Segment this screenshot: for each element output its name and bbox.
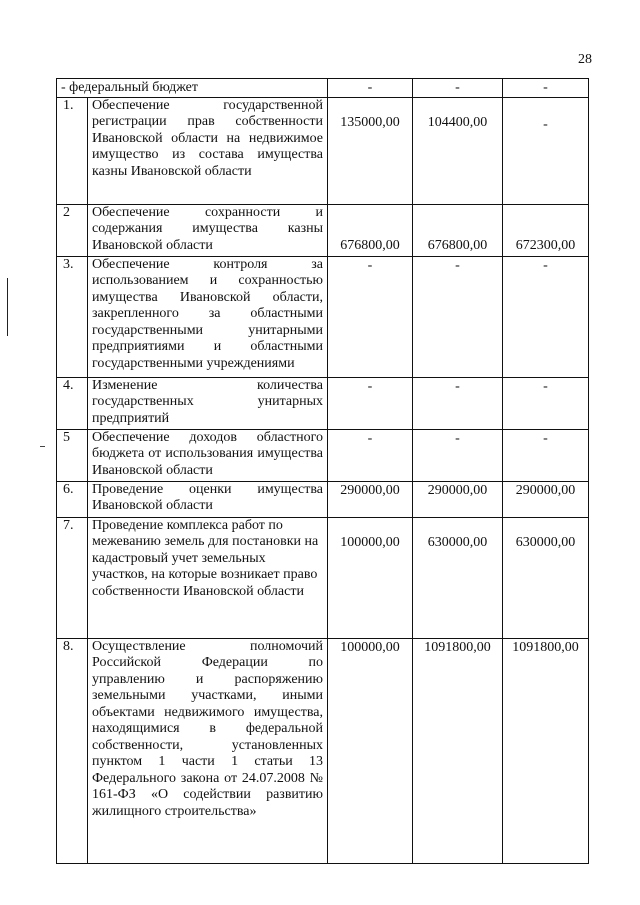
page-number: 28: [578, 52, 592, 67]
row-description: Проведение комплекса работ по межеванию земель для постановки на кадастровый учет земельных участков, на которые возникает право собственности Ивановской области: [88, 517, 328, 638]
row-number: 7.: [57, 517, 88, 638]
row-description: Обеспечение доходов областного бюджета от использования имущества Ивановской области: [88, 429, 328, 481]
cell-value-2: -: [413, 377, 503, 429]
row-description: Обеспечение сохранности и содержания имущества казны Ивановской области: [88, 204, 328, 256]
row-number: 3.: [57, 256, 88, 377]
table-row: [57, 481, 589, 517]
cell-value-3: 290000,00: [503, 481, 589, 517]
cell-value-2: 630000,00: [413, 517, 503, 638]
cell-value-2: 676800,00: [413, 204, 503, 256]
cell-value-2: -: [413, 79, 503, 98]
federal-budget-label: - федеральный бюджет: [57, 79, 328, 98]
row-description: Осуществление полномочий Российской Федерации по управлению и распоряжению земельными участками, иными объектами недвижимого имущества, находящимися в федеральной собственности, установленных пунктом 1 части 1 статьи 13 Федерального закона от 24.07.2008 № 161-ФЗ «О содействии развитию жилищного строительства»: [88, 638, 328, 863]
margin-dash: [40, 446, 45, 447]
row-description: Изменение количества государственных унитарных предприятий: [88, 377, 328, 429]
row-number: 8.: [57, 638, 88, 863]
cell-value-3: -: [503, 256, 589, 377]
cell-value-3: -: [503, 97, 589, 204]
table-row: [57, 377, 589, 429]
cell-value-3: 672300,00: [503, 204, 589, 256]
cell-value-1: -: [328, 429, 413, 481]
cell-value-3: -: [503, 79, 589, 98]
table-row: [57, 517, 589, 638]
cell-value-1: -: [328, 79, 413, 98]
row-number: 1.: [57, 97, 88, 204]
cell-value-1: 100000,00: [328, 638, 413, 863]
table-row: [57, 204, 589, 256]
row-description: Обеспечение контроля за использованием и сохранностью имущества Ивановской области, закрепленного за областными государственными унитарными предприятиями и областными государственными учреждениями: [88, 256, 328, 377]
cell-value-1: 100000,00: [328, 517, 413, 638]
cell-value-3: -: [503, 377, 589, 429]
table-row: [57, 97, 589, 204]
table-row: [57, 256, 589, 377]
row-number: 6.: [57, 481, 88, 517]
cell-value-2: 104400,00: [413, 97, 503, 204]
budget-table: [56, 78, 589, 864]
margin-mark: [7, 278, 8, 336]
cell-value-1: 290000,00: [328, 481, 413, 517]
cell-value-2: 290000,00: [413, 481, 503, 517]
table-row: [57, 429, 589, 481]
cell-value-2: 1091800,00: [413, 638, 503, 863]
row-number: 2: [57, 204, 88, 256]
row-number: 5: [57, 429, 88, 481]
cell-value-2: -: [413, 256, 503, 377]
row-description: Проведение оценки имущества Ивановской области: [88, 481, 328, 517]
cell-value-3: 1091800,00: [503, 638, 589, 863]
cell-value-3: 630000,00: [503, 517, 589, 638]
cell-value-1: 135000,00: [328, 97, 413, 204]
cell-value-3: -: [503, 429, 589, 481]
cell-value-1: -: [328, 256, 413, 377]
cell-value-1: 676800,00: [328, 204, 413, 256]
cell-value-2: -: [413, 429, 503, 481]
cell-value-1: -: [328, 377, 413, 429]
row-description: Обеспечение государственной регистрации прав собственности Ивановской области на недвижимое имущество из состава имущества казны Ивановской области: [88, 97, 328, 204]
row-number: 4.: [57, 377, 88, 429]
table-row: [57, 638, 589, 863]
table-row: [57, 79, 589, 98]
